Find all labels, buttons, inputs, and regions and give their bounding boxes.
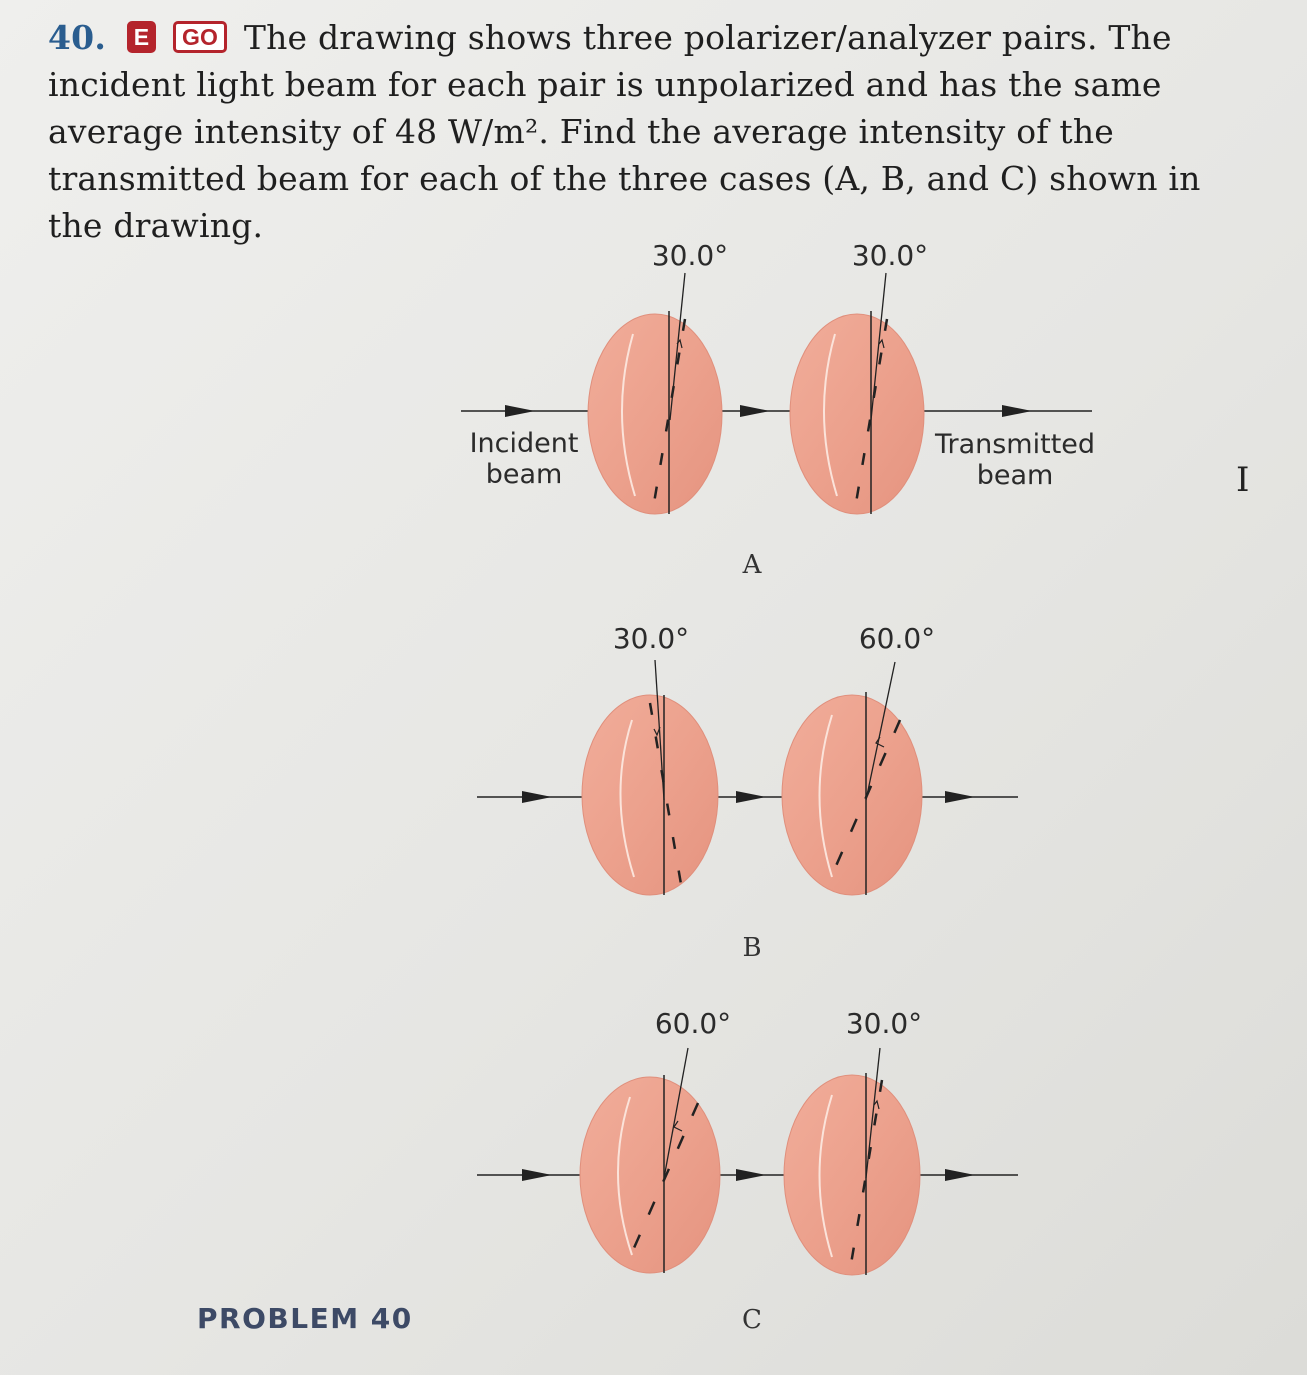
- e-badge: E: [127, 21, 157, 53]
- arrow-icon: [736, 791, 766, 803]
- polarizer-a: [588, 311, 722, 514]
- case-a-angle2: 30.0°: [851, 239, 929, 272]
- arrow-icon: [740, 405, 770, 417]
- arrow-icon: [736, 1169, 766, 1181]
- case-c-label: C: [742, 1305, 762, 1335]
- arrow-icon: [522, 791, 552, 803]
- arrow-icon: [505, 405, 535, 417]
- transmitted-label-line2: beam: [976, 460, 1054, 491]
- case-c: [477, 1007, 1018, 1335]
- transmitted-label-line1: Transmitted: [934, 429, 1096, 460]
- case-a-label: A: [742, 550, 762, 580]
- text-cursor-icon: I: [1236, 460, 1250, 500]
- case-b: [477, 622, 1018, 963]
- case-a-angle1: 30.0°: [651, 239, 729, 272]
- case-c-angle2: 30.0°: [845, 1007, 923, 1040]
- case-b-angle1: 30.0°: [612, 622, 690, 655]
- polarizer-c: [580, 1075, 720, 1273]
- figure-caption: PROBLEM 40: [197, 1302, 413, 1335]
- arrow-icon: [945, 791, 975, 803]
- case-b-angle2: 60.0°: [858, 622, 936, 655]
- case-a: [461, 239, 1092, 580]
- case-b-label: B: [742, 933, 762, 963]
- analyzer-c: [784, 1073, 920, 1275]
- case-c-angle1: 60.0°: [654, 1007, 732, 1040]
- arrow-icon: [522, 1169, 552, 1181]
- go-badge[interactable]: GO: [173, 21, 227, 53]
- problem-number: 40.: [48, 18, 107, 57]
- problem-text: The drawing shows three polarizer/analyzer pairs. The incident light beam for each pair is unpolarized and has the same average intensity of 48 W/m². Find the average intensity of the transmitted beam for each of the three cases (A, B, and C) shown in the drawing.: [48, 18, 1201, 245]
- incident-label-line2: beam: [485, 459, 563, 490]
- arrow-icon: [1002, 405, 1032, 417]
- arrow-icon: [945, 1169, 975, 1181]
- analyzer-b: [782, 692, 922, 895]
- analyzer-a: [790, 311, 924, 514]
- incident-label-line1: Incident: [469, 428, 579, 459]
- polarizer-b: [582, 695, 718, 895]
